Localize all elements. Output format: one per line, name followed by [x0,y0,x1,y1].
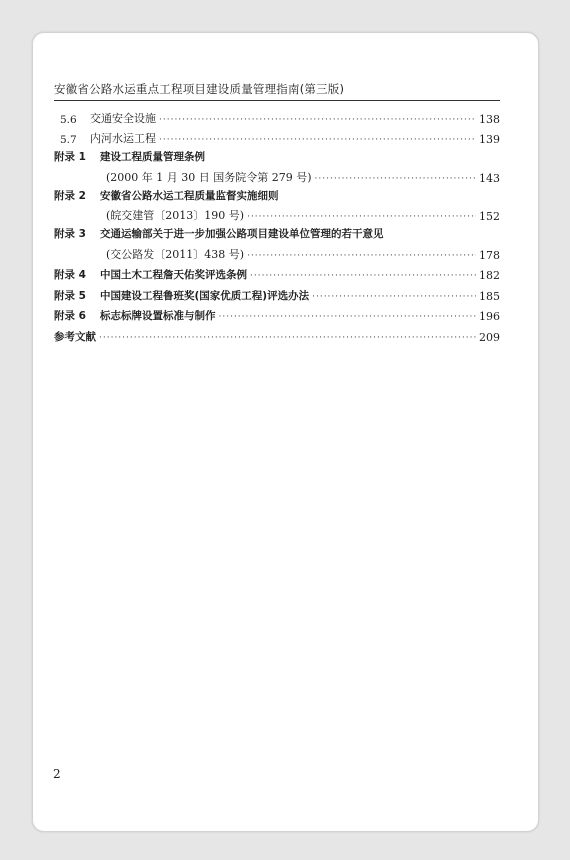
dot-leader [247,211,476,223]
dot-leader [250,270,476,282]
toc-entry-appendix-2[interactable] [54,185,500,203]
toc-section-number: 5.7 [60,134,77,146]
toc-entry-references[interactable] [54,323,500,344]
toc-entry-source: (交公路发〔2011〕438 号) [106,247,245,261]
toc-entry-appendix-2-source[interactable] [54,203,500,224]
toc-entry-source: (2000 年 1 月 30 日 国务院令第 279 号) [106,170,312,184]
toc-page-number: 152 [479,210,500,223]
toc-appendix-number: 附录 3 [54,228,86,240]
toc-page-number: 182 [479,269,500,282]
dot-leader [99,332,476,344]
dot-leader [159,134,476,146]
toc-page-number: 185 [479,289,500,303]
toc-entry-appendix-3[interactable] [54,223,500,241]
toc-entry-appendix-4[interactable] [54,262,500,283]
toc-appendix-number: 附录 6 [54,310,86,322]
toc-entry-title: 中国土木工程詹天佑奖评选条例 [100,269,247,281]
dot-leader [315,173,476,185]
toc-appendix-number: 附录 4 [54,269,86,281]
dot-leader [159,114,476,126]
header-rule [54,100,500,101]
page-number: 2 [53,767,61,781]
toc-page-number: 178 [479,248,500,262]
toc-entry-5-6[interactable] [54,105,500,126]
toc-page-number: 196 [479,310,500,323]
toc-entry-title: 标志标牌设置标准与制作 [100,310,216,322]
toc-entry-title: 交通安全设施 [90,111,156,125]
dot-leader [219,311,477,323]
toc-entry-title: 参考文献 [54,330,96,343]
toc-appendix-number: 附录 1 [54,151,86,163]
toc-page-number: 143 [479,171,500,185]
table-of-contents [54,105,500,344]
toc-entry-appendix-1-source[interactable] [54,164,500,185]
toc-entry-appendix-3-source[interactable] [54,241,500,262]
document-page [32,32,539,832]
toc-appendix-number: 附录 5 [54,289,86,302]
toc-entry-title: 内河水运工程 [90,132,156,145]
toc-entry-appendix-5[interactable] [54,282,500,303]
dot-leader [247,250,476,262]
toc-page-number: 138 [479,112,500,126]
toc-entry-title: 交通运输部关于进一步加强公路项目建设单位管理的若干意见 [100,228,384,240]
toc-entry-title: 中国建设工程鲁班奖(国家优质工程)评选办法 [100,289,310,302]
toc-entry-appendix-1[interactable] [54,146,500,164]
toc-entry-title: 安徽省公路水运工程质量监督实施细则 [100,189,279,202]
running-header: 安徽省公路水运重点工程项目建设质量管理指南(第三版) [54,82,345,96]
toc-entry-appendix-6[interactable] [54,303,500,324]
toc-entry-title: 建设工程质量管理条例 [100,151,205,163]
toc-section-number: 5.6 [60,113,77,126]
toc-page-number: 139 [479,133,500,146]
toc-entry-5-7[interactable] [54,126,500,147]
toc-page-number: 209 [479,330,500,344]
dot-leader [312,291,476,303]
toc-appendix-number: 附录 2 [54,189,86,202]
toc-entry-source: (皖交建管〔2013〕190 号) [106,209,245,222]
